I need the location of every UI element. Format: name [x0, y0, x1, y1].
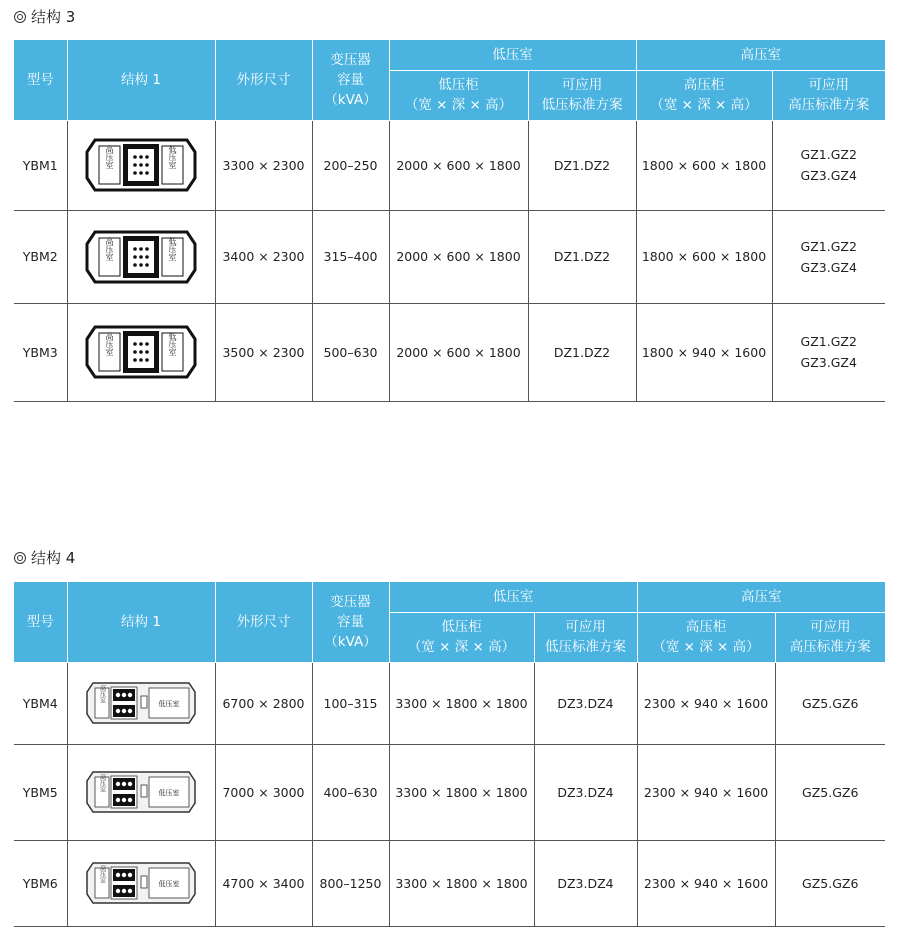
cell-dimensions: 3500 × 2300	[215, 303, 312, 401]
cell-model: YBM6	[14, 840, 67, 926]
cell-low-cabinet: 2000 × 600 × 1800	[389, 303, 528, 401]
cell-high-scheme	[772, 303, 885, 401]
header-low-scheme-line2: 低压标准方案	[545, 639, 626, 655]
cell-dimensions: 7000 × 3000	[215, 744, 312, 840]
cell-model: YBM3	[14, 303, 67, 401]
cell-high-scheme	[772, 210, 885, 303]
header-dimensions: 外形尺寸	[215, 40, 312, 120]
cell-structure-diagram	[67, 744, 215, 840]
header-capacity-line3: （kVA）	[324, 633, 377, 650]
cell-low-cabinet: 2000 × 600 × 1800	[389, 210, 528, 303]
table-row	[14, 744, 885, 840]
header-high-cabinet-line2: （宽 × 深 × 高）	[652, 639, 760, 655]
cell-high-cabinet: 1800 × 600 × 1800	[636, 120, 772, 210]
header-high-scheme-line1: 可应用	[808, 77, 849, 93]
header-low-room: 低压室	[389, 40, 636, 70]
cell-high-scheme-line1: GZ1.GZ2	[800, 334, 857, 349]
cell-model: YBM1	[14, 120, 67, 210]
cell-high-scheme-line2: GZ3.GZ4	[800, 168, 857, 183]
header-high-scheme	[772, 70, 885, 120]
cell-dimensions: 6700 × 2800	[215, 662, 312, 744]
diagram-label-high: 高压室	[98, 774, 106, 792]
cell-model: YBM4	[14, 662, 67, 744]
layout-diagram-structure-3	[85, 226, 197, 288]
cell-high-scheme-line2: GZ3.GZ4	[800, 355, 857, 370]
cell-high-scheme: GZ5.GZ6	[775, 744, 885, 840]
cell-structure-diagram	[67, 662, 215, 744]
header-low-cabinet-line2: （宽 × 深 × 高）	[407, 639, 516, 655]
cell-high-cabinet: 2300 × 940 × 1600	[637, 840, 775, 926]
header-low-scheme	[528, 70, 636, 120]
diagram-label-high: 高压室	[105, 236, 114, 261]
cell-capacity: 400–630	[312, 744, 389, 840]
header-low-scheme	[534, 612, 637, 662]
cell-high-scheme-line1: GZ1.GZ2	[800, 147, 857, 162]
cell-high-cabinet: 1800 × 940 × 1600	[636, 303, 772, 401]
section-title-text: 结构 3	[31, 8, 76, 26]
section-title-text: 结构 4	[31, 549, 76, 567]
header-low-cabinet	[389, 70, 528, 120]
diagram-label-high: 高压室	[98, 865, 106, 883]
diagram-label-high: 高压室	[105, 332, 114, 356]
cell-structure-diagram	[67, 303, 215, 401]
header-high-cabinet-line1: 高压柜	[685, 619, 727, 635]
diagram-label-low: 低压室	[168, 332, 177, 356]
cell-structure-diagram	[67, 120, 215, 210]
header-high-scheme-line2: 高压标准方案	[789, 639, 871, 655]
table-row	[14, 303, 885, 401]
cell-low-cabinet: 3300 × 1800 × 1800	[389, 662, 534, 744]
cell-low-cabinet: 2000 × 600 × 1800	[389, 120, 528, 210]
cell-model: YBM2	[14, 210, 67, 303]
diagram-label-low: 低压室	[158, 789, 180, 797]
cell-dimensions: 4700 × 3400	[215, 840, 312, 926]
cell-model: YBM5	[14, 744, 67, 840]
header-low-cabinet-line2: （宽 × 深 × 高）	[404, 97, 513, 113]
section-title	[14, 7, 75, 27]
double-circle-icon	[14, 11, 26, 23]
header-low-scheme-line1: 可应用	[561, 77, 603, 93]
header-capacity	[312, 40, 389, 120]
header-low-cabinet	[389, 612, 534, 662]
header-capacity	[312, 582, 389, 662]
diagram-label-low: 低压室	[158, 880, 180, 888]
header-model: 型号	[14, 582, 67, 662]
header-high-cabinet-line1: 高压柜	[683, 77, 725, 93]
header-high-cabinet-line2: （宽 × 深 × 高）	[650, 97, 758, 113]
cell-dimensions: 3300 × 2300	[215, 120, 312, 210]
cell-capacity: 315–400	[312, 210, 389, 303]
cell-capacity: 200–250	[312, 120, 389, 210]
layout-diagram-structure-4	[85, 767, 197, 817]
diagram-label-low: 低压室	[168, 145, 177, 169]
header-low-cabinet-line1: 低压柜	[438, 77, 479, 93]
header-high-scheme-line2: 高压标准方案	[788, 97, 870, 113]
spec-table	[14, 582, 885, 927]
cell-dimensions: 3400 × 2300	[215, 210, 312, 303]
header-low-cabinet-line1: 低压柜	[441, 619, 482, 635]
cell-capacity: 800–1250	[312, 840, 389, 926]
diagram-label-high: 高压室	[98, 685, 106, 703]
header-capacity-line1: 变压器	[330, 51, 371, 68]
cell-low-scheme: DZ3.DZ4	[534, 840, 637, 926]
header-model: 型号	[14, 40, 67, 120]
header-capacity-line2: 容量	[337, 613, 364, 630]
header-high-cabinet	[636, 70, 772, 120]
cell-capacity: 500–630	[312, 303, 389, 401]
cell-high-scheme-line2: GZ3.GZ4	[800, 259, 857, 275]
header-high-room: 高压室	[636, 40, 885, 70]
cell-high-scheme	[772, 120, 885, 210]
cell-high-cabinet: 2300 × 940 × 1600	[637, 662, 775, 744]
header-capacity-line2: 容量	[337, 71, 364, 88]
header-low-scheme-line1: 可应用	[565, 619, 606, 635]
header-dimensions: 外形尺寸	[215, 582, 312, 662]
header-low-room: 低压室	[389, 582, 637, 612]
header-low-scheme-line2: 低压标准方案	[541, 97, 623, 113]
layout-diagram-structure-4	[85, 858, 197, 908]
diagram-label-high: 高压室	[105, 145, 114, 169]
cell-low-cabinet: 3300 × 1800 × 1800	[389, 840, 534, 926]
cell-capacity: 100–315	[312, 662, 389, 744]
header-high-room: 高压室	[637, 582, 885, 612]
cell-low-scheme: DZ1.DZ2	[528, 120, 636, 210]
cell-high-scheme: GZ5.GZ6	[775, 662, 885, 744]
cell-high-cabinet: 1800 × 600 × 1800	[636, 210, 772, 303]
table-row	[14, 662, 885, 744]
table-row	[14, 120, 885, 210]
cell-low-scheme: DZ3.DZ4	[534, 744, 637, 840]
header-high-scheme	[775, 612, 885, 662]
cell-low-cabinet: 3300 × 1800 × 1800	[389, 744, 534, 840]
cell-low-scheme: DZ3.DZ4	[534, 662, 637, 744]
header-capacity-line3: （kVA）	[324, 91, 377, 108]
cell-high-scheme: GZ5.GZ6	[775, 840, 885, 926]
layout-diagram-structure-3	[85, 134, 197, 196]
cell-structure-diagram	[67, 210, 215, 303]
cell-high-scheme-line1: GZ1.GZ2	[800, 238, 857, 254]
header-high-cabinet	[637, 612, 775, 662]
double-circle-icon	[14, 552, 26, 564]
layout-diagram-structure-4	[85, 678, 197, 728]
diagram-label-low: 低压室	[158, 700, 180, 708]
diagram-label-low: 低压室	[168, 236, 177, 261]
cell-structure-diagram	[67, 840, 215, 926]
cell-high-cabinet: 2300 × 940 × 1600	[637, 744, 775, 840]
cell-low-scheme: DZ1.DZ2	[528, 303, 636, 401]
layout-diagram-structure-3	[85, 321, 197, 383]
spec-table	[14, 40, 885, 402]
table-row	[14, 210, 885, 303]
cell-low-scheme: DZ1.DZ2	[528, 210, 636, 303]
header-high-scheme-line1: 可应用	[810, 619, 851, 635]
header-structure: 结构 1	[67, 582, 215, 662]
header-structure: 结构 1	[67, 40, 215, 120]
section-title	[14, 548, 75, 568]
header-capacity-line1: 变压器	[330, 593, 371, 610]
table-row	[14, 840, 885, 926]
